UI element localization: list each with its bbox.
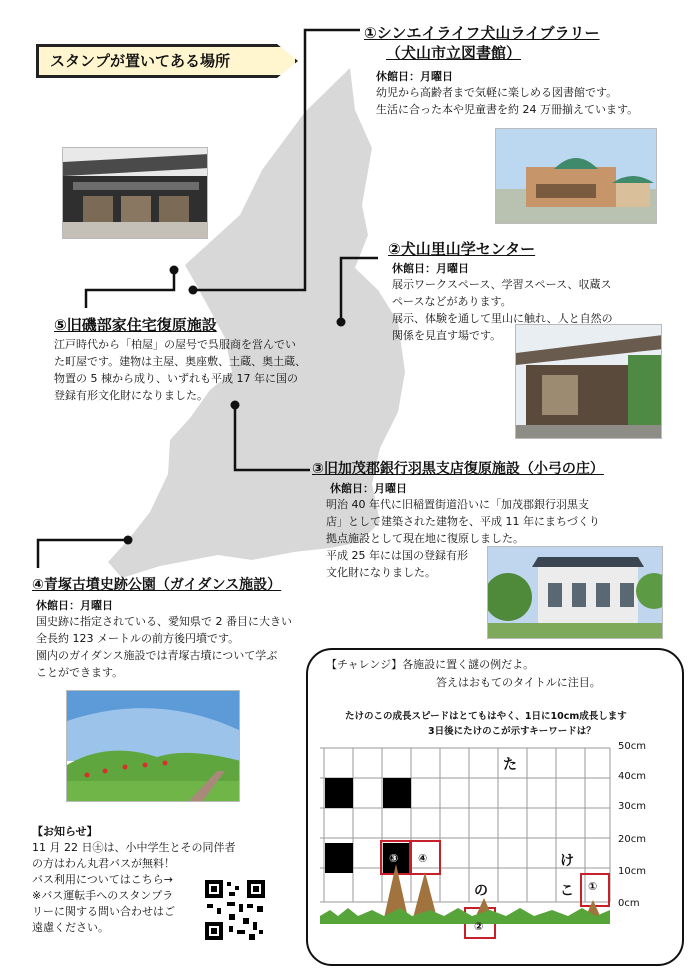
y-label-50: 50cm [618, 741, 646, 752]
grid-char-ta: た [503, 757, 517, 773]
facility-5-desc-3: 物置の 5 棟から成り、いずれも平成 17 年に国の [54, 372, 298, 385]
bamboo-grid [320, 740, 620, 940]
facility-4-desc-2: 全長約 123 メートルの前方後円墳です。 [36, 632, 240, 645]
marker-4-label: ④ [418, 852, 428, 865]
facility-4-desc-1: 国史跡に指定されている、愛知県で 2 番目に大きい [36, 615, 292, 628]
facility-4-desc-4: ことができます。 [36, 666, 124, 679]
photo-kamo-bank [487, 546, 663, 639]
facility-3-desc-3: 拠点施設として現在地に復原しました。 [326, 532, 524, 545]
photo-satoyama-center [515, 324, 662, 439]
facility-3-desc-5: 文化財になりました。 [326, 566, 436, 579]
facility-4-closed: 休館日：月曜日 [36, 599, 113, 612]
facility-4-desc-3: 園内のガイダンス施設では青塚古墳について学ぶ [36, 649, 278, 662]
facility-1-desc-2: 生活に合った本や児童書を約 24 万冊揃えています。 [376, 103, 639, 116]
black-cell [325, 843, 353, 873]
facility-3-desc-2: 店」として建築された建物を、平成 11 年にまちづくり [326, 515, 600, 528]
grid-char-no: の [474, 883, 488, 899]
facility-2-title: ②犬山里山学センター [388, 240, 536, 258]
facility-1-desc-1: 幼児から高齢者まで気軽に楽しめる図書館です。 [376, 86, 618, 99]
bamboo-shoot [413, 872, 437, 918]
notice-line: リーに関する問い合わせはご [32, 905, 175, 918]
facility-2-desc-3: 展示、体験を通して里山に触れ、人と自然の [392, 312, 613, 325]
notice-line: 11 月 22 日㊏は、小中学生とその同伴者 [32, 841, 236, 854]
black-cell [383, 778, 411, 808]
notice-line: 遠慮ください。 [32, 921, 109, 934]
facility-2-closed: 休館日：月曜日 [392, 262, 469, 275]
challenge-title: 【チャレンジ】各施設に置く謎の例だよ。 [326, 658, 535, 671]
facility-1-closed: 休館日：月曜日 [376, 70, 453, 83]
facility-1-subtitle: （犬山市立図書館） [386, 44, 522, 62]
challenge-question-1: たけのこの成長スピードはとてもはやく、1日に10cm成長します [345, 711, 627, 722]
notice-line: の方はわん丸君バスが無料！ [32, 857, 175, 870]
marker-3-label: ③ [389, 852, 399, 865]
banner-title: スタンプが置いてある場所 [50, 52, 231, 70]
challenge-question-2: 3日後にたけのこが示すキーワードは？ [428, 726, 596, 737]
facility-5-desc-1: 江戸時代から「柏屋」の屋号で呉服商を営んでい [54, 338, 296, 351]
facility-1-title: ①シンエイライフ犬山ライブラリー [364, 24, 600, 42]
y-label-20: 20cm [618, 834, 646, 845]
marker-dot-2 [337, 318, 346, 327]
facility-5-desc-4: 登録有形文化財になりました。 [54, 389, 208, 402]
facility-3-desc-1: 明治 40 年代に旧稲置街道沿いに「加茂郡銀行羽黒支 [326, 498, 589, 511]
photo-library [495, 128, 657, 224]
facility-2-desc-1: 展示ワークスペース、学習スペース、収蔵ス [392, 278, 612, 291]
marker-dot-1 [189, 286, 198, 295]
facility-5-title: ⑤旧磯部家住宅復原施設 [54, 316, 217, 334]
y-label-40: 40cm [618, 771, 646, 782]
marker-2-label: ② [474, 920, 484, 933]
facility-3-title: ③旧加茂郡銀行羽黒支店復原施設（小弓の庄） [312, 461, 604, 477]
facility-5-desc-2: た町屋です。建物は主屋、奥座敷、土蔵、奥土蔵、 [54, 355, 307, 368]
facility-3-desc-4: 平成 25 年には国の登録有形 [326, 549, 468, 562]
bus-qr-code[interactable] [203, 878, 267, 942]
facility-4-title: ④青塚古墳史跡公園（ガイダンス施設） [32, 577, 282, 593]
facility-2-desc-4: 関係を見直す場です。 [392, 329, 502, 342]
y-label-30: 30cm [618, 801, 646, 812]
marker-1-label: ① [588, 880, 598, 893]
photo-aozuka-kofun [66, 690, 240, 802]
challenge-subtitle: 答えはおもてのタイトルに注目。 [436, 676, 601, 689]
photo-isobe-house [62, 147, 208, 239]
notice-heading: 【お知らせ】 [32, 825, 98, 838]
y-label-10: 10cm [618, 866, 646, 877]
grid-char-ke: け [560, 853, 574, 869]
facility-3-closed: 休館日：月曜日 [330, 482, 407, 495]
marker-dot-4 [124, 536, 133, 545]
notice-line: バス利用についてはこちら→ [32, 873, 173, 886]
marker-dot-5 [170, 266, 179, 275]
notice-line: ※バス運転手へのスタンプラ [32, 889, 174, 902]
facility-2-desc-2: ペースなどがあります。 [392, 295, 512, 308]
leader-line-5 [86, 270, 174, 308]
black-cell [325, 778, 353, 808]
y-label-0: 0cm [618, 898, 640, 909]
grid-char-ko: こ [560, 883, 574, 899]
marker-dot-3 [231, 401, 240, 410]
